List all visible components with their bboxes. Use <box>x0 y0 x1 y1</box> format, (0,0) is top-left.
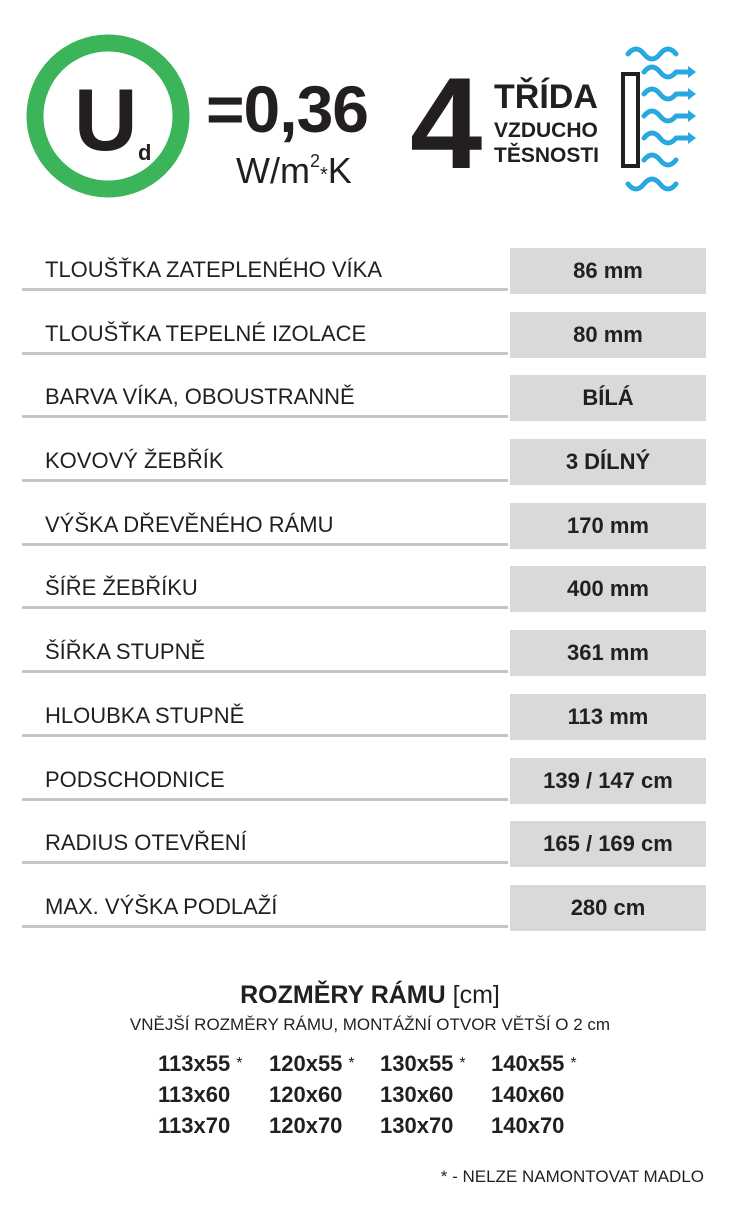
frame-size-value: 130x55 <box>380 1051 454 1076</box>
u-subscript: d <box>138 140 152 165</box>
unit-exponent: 2 <box>309 151 320 171</box>
u-letter: U <box>74 70 138 169</box>
ud-value: =0,36 <box>206 72 368 146</box>
frame-size-value: 120x55 <box>269 1051 343 1076</box>
spec-row <box>22 694 706 740</box>
spec-value: 361 mm <box>510 630 706 676</box>
ud-circle-icon <box>24 32 192 200</box>
frame-size: 120x70 <box>269 1113 343 1138</box>
spec-row <box>22 630 706 676</box>
frame-dimensions-subtitle: VNĚJŠÍ ROZMĚRY RÁMU, MONTÁŽNÍ OTVOR VĚTŠÍ O 2 cm <box>129 1015 611 1034</box>
unit-star: * <box>319 164 328 186</box>
spec-label: ŠÍŘE ŽEBŘÍKU <box>22 566 508 609</box>
frame-size-row <box>158 1110 618 1141</box>
frame-title-unit: [cm] <box>452 981 500 1009</box>
spec-label: BARVA VÍKA, OBOUSTRANNĚ <box>22 375 508 418</box>
spec-row <box>22 566 706 612</box>
no-handle-star: * <box>570 1055 577 1072</box>
spec-value: 113 mm <box>510 694 706 740</box>
frame-size-row <box>158 1048 618 1079</box>
airtightness-class-number: 4 <box>410 50 483 196</box>
spec-label: VÝŠKA DŘEVĚNÉHO RÁMU <box>22 503 508 546</box>
spec-value: 165 / 169 cm <box>510 821 706 867</box>
spec-value: 80 mm <box>510 312 706 358</box>
frame-size <box>491 1048 577 1079</box>
spec-value: 400 mm <box>510 566 706 612</box>
spec-value: BÍLÁ <box>510 375 706 421</box>
spec-label: PODSCHODNICE <box>22 758 508 801</box>
frame-size: 113x60 <box>158 1082 231 1107</box>
spec-row <box>22 758 706 804</box>
frame-size <box>158 1048 242 1079</box>
frame-size: 120x60 <box>269 1082 343 1107</box>
frame-size-row <box>158 1079 618 1110</box>
spec-label: TLOUŠŤKA TEPELNÉ IZOLACE <box>22 312 508 355</box>
frame-size: 130x60 <box>380 1082 454 1107</box>
spec-row <box>22 439 706 485</box>
spec-row <box>22 375 706 421</box>
frame-title-text: ROZMĚRY RÁMU <box>240 981 446 1009</box>
spec-value: 170 mm <box>510 503 706 549</box>
frame-size-value: 140x55 <box>491 1051 565 1076</box>
spec-row <box>22 885 706 931</box>
frame-dimensions-title <box>0 980 740 1010</box>
spec-row <box>22 821 706 867</box>
no-handle-star: * <box>459 1055 466 1072</box>
frame-size: 140x60 <box>491 1082 565 1107</box>
unit-k: K <box>327 150 352 191</box>
no-handle-star: * <box>348 1055 355 1072</box>
spec-value: 139 / 147 cm <box>510 758 706 804</box>
no-handle-star: * <box>236 1055 243 1072</box>
unit-base: W/m <box>236 150 310 191</box>
airflow-icon <box>618 42 696 198</box>
frame-sizes-grid <box>158 1048 618 1141</box>
airtightness-label-line2: VZDUCHO <box>494 119 598 142</box>
ud-value-badge <box>24 32 192 200</box>
footnote: * - NELZE NAMONTOVAT MADLO <box>440 1167 704 1186</box>
airtightness-label-line3: TĚSNOSTI <box>494 144 600 167</box>
frame-size: 130x70 <box>380 1113 454 1138</box>
ud-unit <box>236 152 352 189</box>
frame-size <box>380 1048 466 1079</box>
spec-row <box>22 312 706 358</box>
spec-label: KOVOVÝ ŽEBŘÍK <box>22 439 508 482</box>
spec-value: 280 cm <box>510 885 706 931</box>
frame-size: 140x70 <box>491 1113 565 1138</box>
spec-table <box>22 248 706 949</box>
spec-row <box>22 503 706 549</box>
spec-label: MAX. VÝŠKA PODLAŽÍ <box>22 885 508 928</box>
spec-label: TLOUŠŤKA ZATEPLENÉHO VÍKA <box>22 248 508 291</box>
spec-label: HLOUBKA STUPNĚ <box>22 694 508 737</box>
spec-label: RADIUS OTEVŘENÍ <box>22 821 508 864</box>
airtightness-label-line1: TŘÍDA <box>494 78 598 116</box>
frame-size: 113x70 <box>158 1113 231 1138</box>
frame-size-value: 113x55 <box>158 1051 231 1076</box>
spec-label: ŠÍŘKA STUPNĚ <box>22 630 508 673</box>
spec-row <box>22 248 706 294</box>
frame-size <box>269 1048 355 1079</box>
spec-value: 86 mm <box>510 248 706 294</box>
spec-value: 3 DÍLNÝ <box>510 439 706 485</box>
